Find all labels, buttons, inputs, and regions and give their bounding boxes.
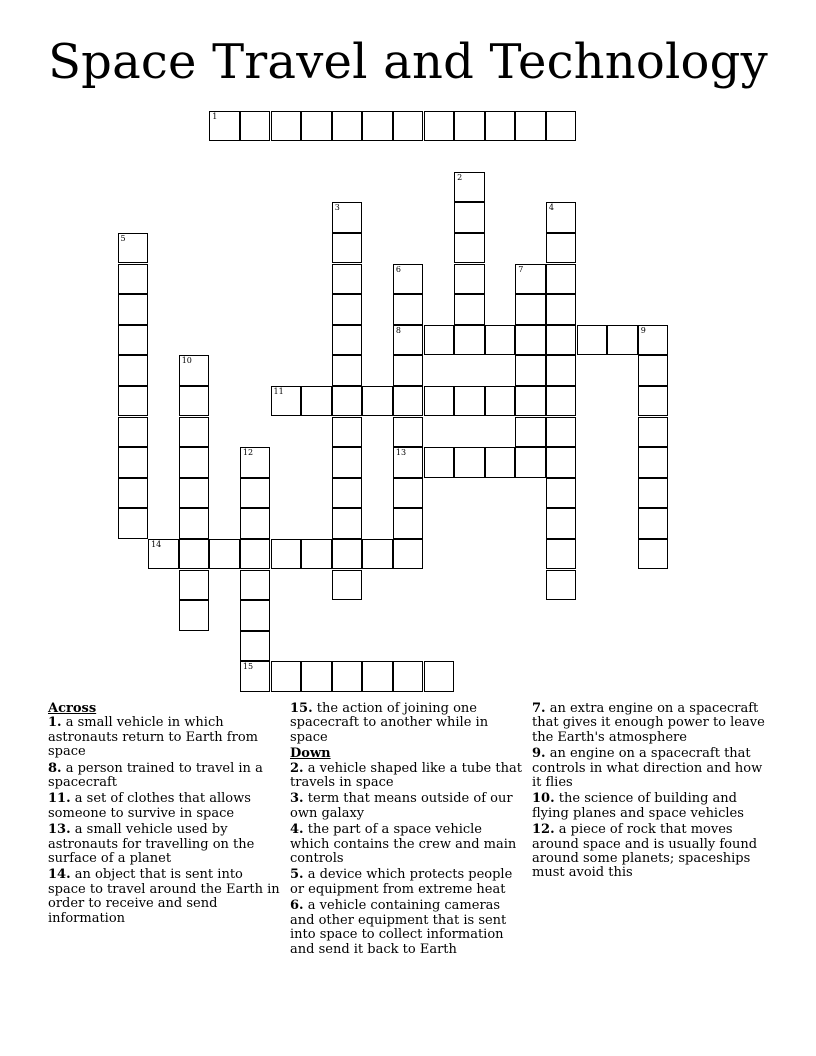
cell-number: 15 <box>242 662 254 672</box>
cell-number: 11 <box>273 386 284 396</box>
grid-cell[interactable] <box>118 294 149 325</box>
grid-cell[interactable] <box>515 294 546 325</box>
grid-cell[interactable] <box>209 539 240 570</box>
clue-across-13 <box>48 823 280 866</box>
clue-across-14 <box>48 868 280 926</box>
grid-cell[interactable] <box>301 386 332 417</box>
grid-cell[interactable] <box>179 478 210 509</box>
clue-text: a device which protects people or equipment from extreme heat <box>290 867 513 897</box>
clue-across-15 <box>290 702 525 745</box>
grid-cell[interactable] <box>332 478 363 509</box>
grid-cell[interactable] <box>393 417 424 448</box>
grid-cell[interactable] <box>240 508 271 539</box>
cell-number: 14 <box>151 539 162 549</box>
clue-number: 15. <box>290 701 313 716</box>
grid-cell[interactable] <box>332 325 363 356</box>
grid-cell[interactable] <box>332 570 363 601</box>
grid-cell[interactable] <box>118 478 149 509</box>
grid-cell[interactable] <box>515 264 546 295</box>
clue-down-9 <box>532 747 772 790</box>
grid-cell[interactable] <box>454 264 485 295</box>
grid-cell[interactable] <box>240 447 271 478</box>
grid-cell[interactable] <box>118 355 149 386</box>
clue-text: a small vehicle in which astronauts return to Earth from space <box>48 715 258 760</box>
grid-cell[interactable] <box>393 539 424 570</box>
grid-cell[interactable] <box>424 325 455 356</box>
grid-cell[interactable] <box>332 264 363 295</box>
grid-cell[interactable] <box>179 417 210 448</box>
clue-text: a piece of rock that moves around space and is usually found around some planets; spaceships must avoid this <box>532 822 758 881</box>
clue-text: the science of building and flying planes and space vehicles <box>532 791 744 821</box>
grid-cell[interactable] <box>240 661 271 692</box>
grid-cell[interactable] <box>179 447 210 478</box>
grid-cell[interactable] <box>393 508 424 539</box>
grid-cell[interactable] <box>179 570 210 601</box>
grid-cell[interactable] <box>454 325 485 356</box>
grid-cell[interactable] <box>393 661 424 692</box>
cell-number: 12 <box>242 448 254 458</box>
grid-cell[interactable] <box>301 661 332 692</box>
grid-cell[interactable] <box>454 233 485 264</box>
grid-cell[interactable] <box>546 202 577 233</box>
clue-text: a person trained to travel in a spacecraft <box>48 760 263 791</box>
grid-cell[interactable] <box>240 631 271 662</box>
grid-cell[interactable] <box>362 661 393 692</box>
grid-cell[interactable] <box>393 355 424 386</box>
grid-cell[interactable] <box>454 111 485 142</box>
grid-cell[interactable] <box>546 233 577 264</box>
grid-cell[interactable] <box>362 111 393 142</box>
grid-cell[interactable] <box>515 355 546 386</box>
grid-cell[interactable] <box>515 111 546 142</box>
grid-cell[interactable] <box>515 325 546 356</box>
grid-cell[interactable] <box>638 386 669 417</box>
grid-cell[interactable] <box>607 325 638 356</box>
clue-number: 4. <box>290 822 304 838</box>
grid-cell[interactable] <box>332 386 363 417</box>
grid-cell[interactable] <box>454 386 485 417</box>
grid-cell[interactable] <box>393 294 424 325</box>
grid-cell[interactable] <box>546 570 577 601</box>
clue-text: a small vehicle used by astronauts for travelling on the surface of a planet <box>48 822 255 867</box>
grid-cell[interactable] <box>240 600 271 631</box>
clue-number: 1. <box>48 715 62 731</box>
clue-across-11 <box>48 792 280 821</box>
grid-cell[interactable] <box>209 111 240 142</box>
cell-number: 8 <box>395 325 401 335</box>
grid-cell[interactable] <box>424 386 455 417</box>
grid-cell[interactable] <box>301 539 332 570</box>
grid-cell[interactable] <box>118 508 149 539</box>
clue-number: 10. <box>532 791 555 807</box>
clue-text: an object that is sent into space to travel around the Earth in order to receive and send information <box>48 867 280 926</box>
cell-number: 7 <box>518 264 524 274</box>
grid-cell[interactable] <box>179 386 210 417</box>
grid-cell[interactable] <box>515 447 546 478</box>
grid-cell[interactable] <box>546 508 577 539</box>
grid-cell[interactable] <box>240 111 271 142</box>
across-header: Across <box>48 701 97 716</box>
grid-cell[interactable] <box>118 264 149 295</box>
grid-cell[interactable] <box>638 325 669 356</box>
grid-cell[interactable] <box>485 386 516 417</box>
puzzle-title: Space Travel and Technology <box>48 34 768 90</box>
grid-cell[interactable] <box>546 386 577 417</box>
grid-cell[interactable] <box>332 539 363 570</box>
grid-cell[interactable] <box>424 661 455 692</box>
clue-text: an engine on a spacecraft that controls in what direction and how it flies <box>532 746 763 791</box>
grid-cell[interactable] <box>118 386 149 417</box>
clue-number: 5. <box>290 867 304 883</box>
grid-cell[interactable] <box>577 325 608 356</box>
clue-text: the action of joining one spacecraft to another while in space <box>290 701 489 745</box>
grid-cell[interactable] <box>332 202 363 233</box>
grid-cell[interactable] <box>485 111 516 142</box>
grid-cell[interactable] <box>179 600 210 631</box>
grid-cell[interactable] <box>546 478 577 509</box>
grid-cell[interactable] <box>332 661 363 692</box>
grid-cell[interactable] <box>148 539 179 570</box>
grid-cell[interactable] <box>546 355 577 386</box>
clue-number: 7. <box>532 701 546 716</box>
grid-cell[interactable] <box>515 386 546 417</box>
grid-cell[interactable] <box>332 417 363 448</box>
grid-cell[interactable] <box>118 417 149 448</box>
grid-cell[interactable] <box>271 661 302 692</box>
grid-cell[interactable] <box>332 447 363 478</box>
grid-cell[interactable] <box>240 570 271 601</box>
clue-text: a vehicle containing cameras and other equipment that is sent into space to collect information and send it back to Earth <box>290 898 507 957</box>
grid-cell[interactable] <box>393 264 424 295</box>
grid-cell[interactable] <box>393 111 424 142</box>
clues-column-1 <box>48 702 280 928</box>
grid-cell[interactable] <box>546 294 577 325</box>
clue-down-7 <box>532 702 772 745</box>
grid-cell[interactable] <box>179 508 210 539</box>
clue-number: 9. <box>532 746 546 762</box>
grid-cell[interactable] <box>362 386 393 417</box>
grid-cell[interactable] <box>118 447 149 478</box>
grid-cell[interactable] <box>546 417 577 448</box>
cell-number: 1 <box>212 111 218 121</box>
clue-text: term that means outside of our own galaxy <box>290 791 513 821</box>
clue-text: an extra engine on a spacecraft that gives it enough power to leave the Earth's atmosphere <box>532 701 765 745</box>
clue-across-8 <box>48 762 280 791</box>
cell-number: 3 <box>334 203 340 213</box>
clues-column-3 <box>532 702 772 883</box>
grid-cell[interactable] <box>515 417 546 448</box>
clue-number: 11. <box>48 791 71 807</box>
grid-cell[interactable] <box>271 539 302 570</box>
grid-cell[interactable] <box>271 386 302 417</box>
grid-cell[interactable] <box>332 508 363 539</box>
grid-cell[interactable] <box>485 325 516 356</box>
grid-cell[interactable] <box>638 478 669 509</box>
grid-cell[interactable] <box>546 264 577 295</box>
clue-text: a vehicle shaped like a tube that travels in space <box>290 760 522 791</box>
grid-cell[interactable] <box>638 539 669 570</box>
cell-number: 9 <box>640 325 646 335</box>
cell-number: 13 <box>395 448 407 458</box>
cell-number: 10 <box>181 356 192 366</box>
clues-column-2 <box>290 702 525 959</box>
grid-cell[interactable] <box>546 325 577 356</box>
down-header: Down <box>290 746 331 762</box>
cell-number: 6 <box>395 264 401 274</box>
cell-number: 4 <box>548 203 554 213</box>
grid-cell[interactable] <box>393 478 424 509</box>
clue-number: 2. <box>290 760 304 776</box>
cell-number: 5 <box>120 233 126 243</box>
grid-cell[interactable] <box>332 294 363 325</box>
grid-cell[interactable] <box>424 111 455 142</box>
grid-cell[interactable] <box>118 233 149 264</box>
clue-number: 12. <box>532 822 555 838</box>
cell-number: 2 <box>457 172 463 182</box>
clue-number: 6. <box>290 898 304 914</box>
grid-cell[interactable] <box>546 111 577 142</box>
clue-down-12 <box>532 823 772 881</box>
clue-down-6 <box>290 899 525 957</box>
grid-cell[interactable] <box>179 355 210 386</box>
clue-text: a set of clothes that allows someone to survive in space <box>48 791 251 821</box>
grid-cell[interactable] <box>393 386 424 417</box>
grid-cell[interactable] <box>546 447 577 478</box>
clue-down-2 <box>290 762 525 791</box>
grid-cell[interactable] <box>424 447 455 478</box>
grid-cell[interactable] <box>179 539 210 570</box>
grid-cell[interactable] <box>393 447 424 478</box>
grid-cell[interactable] <box>332 233 363 264</box>
clue-number: 14. <box>48 867 71 883</box>
grid-cell[interactable] <box>118 325 149 356</box>
grid-cell[interactable] <box>301 111 332 142</box>
grid-cell[interactable] <box>638 447 669 478</box>
clue-down-5 <box>290 868 525 897</box>
grid-cell[interactable] <box>638 417 669 448</box>
grid-cell[interactable] <box>240 478 271 509</box>
clue-down-4 <box>290 823 525 866</box>
grid-cell[interactable] <box>454 202 485 233</box>
clue-down-10 <box>532 792 772 821</box>
grid-cell[interactable] <box>454 294 485 325</box>
grid-cell[interactable] <box>454 447 485 478</box>
grid-cell[interactable] <box>454 172 485 203</box>
clue-down-3 <box>290 792 525 821</box>
grid-cell[interactable] <box>546 539 577 570</box>
grid-cell[interactable] <box>638 355 669 386</box>
grid-cell[interactable] <box>393 325 424 356</box>
grid-cell[interactable] <box>271 111 302 142</box>
clue-number: 8. <box>48 760 62 776</box>
grid-cell[interactable] <box>638 508 669 539</box>
clue-text: the part of a space vehicle which contains the crew and main controls <box>290 822 517 867</box>
clue-number: 13. <box>48 822 71 838</box>
grid-cell[interactable] <box>240 539 271 570</box>
clue-across-1 <box>48 716 280 759</box>
grid-cell[interactable] <box>332 111 363 142</box>
grid-cell[interactable] <box>332 355 363 386</box>
clue-number: 3. <box>290 791 304 807</box>
grid-cell[interactable] <box>485 447 516 478</box>
grid-cell[interactable] <box>362 539 393 570</box>
